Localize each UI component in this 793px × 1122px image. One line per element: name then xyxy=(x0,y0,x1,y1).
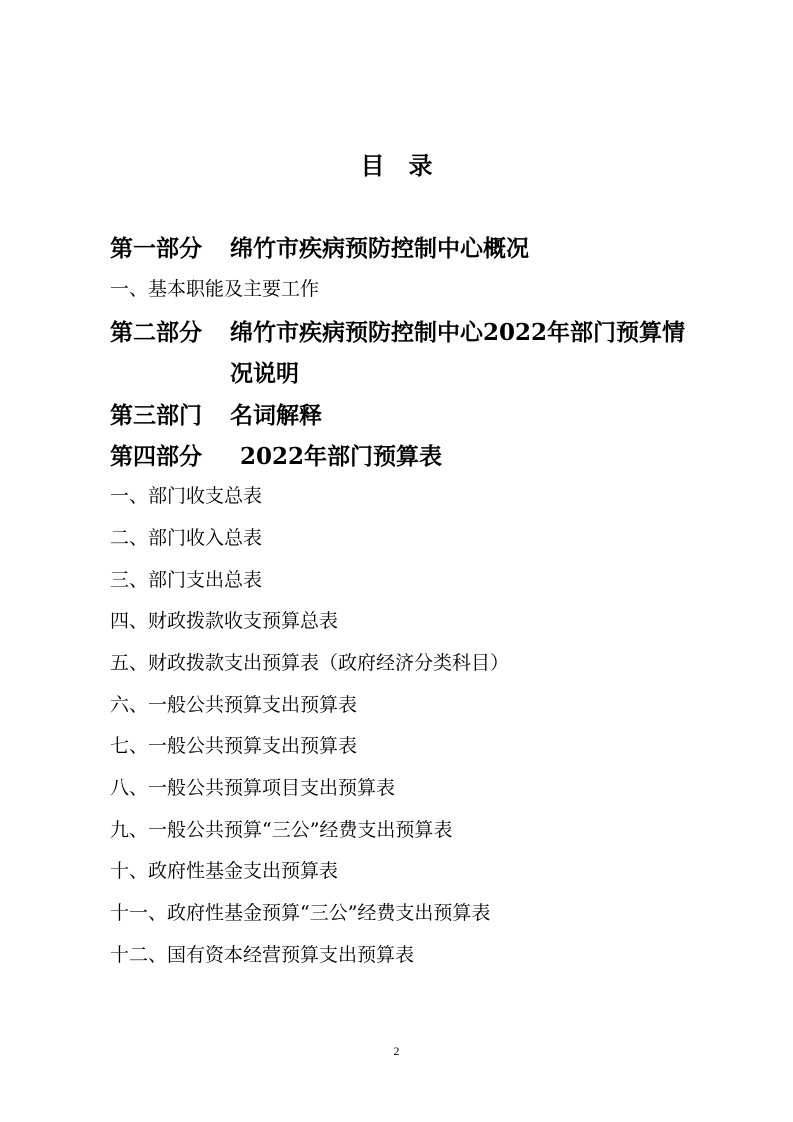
part-1-label: 第一部分 xyxy=(110,235,202,262)
toc-table-6: 六、一般公共预算支出预算表 xyxy=(110,694,358,716)
toc-part-1 xyxy=(110,230,529,263)
part-2-text: 绵竹市疾病预防控制中心2022年部门预算情 xyxy=(230,319,686,346)
toc-part-2 xyxy=(110,314,685,347)
toc-item-basic-functions: 一、基本职能及主要工作 xyxy=(110,278,320,300)
part-4-label: 第四部分 xyxy=(110,443,202,470)
toc-table-11: 十一、政府性基金预算“三公”经费支出预算表 xyxy=(110,902,491,924)
toc-table-3: 三、部门支出总表 xyxy=(110,569,263,591)
part-2-label: 第二部分 xyxy=(110,319,202,346)
part-1-text: 绵竹市疾病预防控制中心概况 xyxy=(230,235,529,262)
toc-part-4 xyxy=(110,438,442,471)
page-number: 2 xyxy=(393,1044,400,1058)
toc-title: 目录 xyxy=(360,151,457,180)
part-3-label: 第三部门 xyxy=(110,402,202,429)
part-3-text: 名词解释 xyxy=(230,402,322,429)
toc-table-7: 七、一般公共预算支出预算表 xyxy=(110,735,358,757)
toc-table-9: 九、一般公共预算“三公”经费支出预算表 xyxy=(110,819,453,841)
part-4-text: 2022年部门预算表 xyxy=(240,443,443,470)
toc-table-2: 二、部门收入总表 xyxy=(110,527,263,549)
toc-part-3 xyxy=(110,397,322,430)
toc-table-8: 八、一般公共预算项目支出预算表 xyxy=(110,777,396,799)
toc-table-1: 一、部门收支总表 xyxy=(110,485,263,507)
part-2-text-continued: 况说明 xyxy=(230,360,299,387)
toc-table-10: 十、政府性基金支出预算表 xyxy=(110,860,339,882)
toc-table-12: 十二、国有资本经营预算支出预算表 xyxy=(110,944,415,966)
toc-table-5: 五、财政拨款支出预算表（政府经济分类科目） xyxy=(110,652,510,674)
toc-table-4: 四、财政拨款收支预算总表 xyxy=(110,610,339,632)
